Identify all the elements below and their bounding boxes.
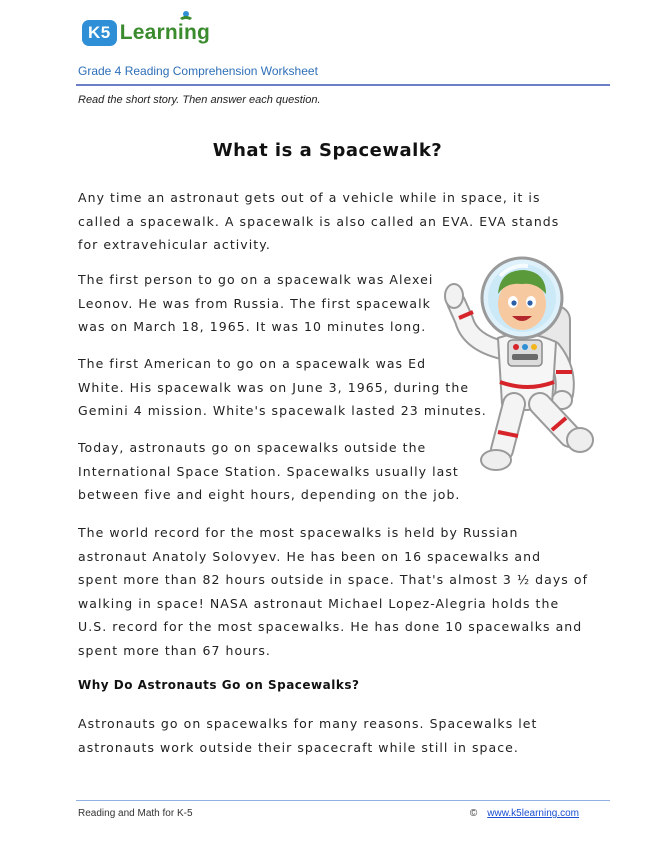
footer-copyright: [470, 808, 579, 819]
story-title: What is a Spacewalk?: [212, 140, 443, 161]
logo-text: Learning: [119, 21, 211, 44]
paragraph-2: The first person to go on a spacewalk was Alexei Leonov. He was from Russia. The first spacewalk was on March 18, 1965. It was 10 minutes long.: [78, 272, 434, 335]
paragraph-4: Today, astronauts go on spacewalks outside the International Space Station. Spacewalks usually last between five and eight hours, depending on the job.: [78, 440, 461, 503]
instructions: Read the short story. Then answer each question.: [78, 94, 321, 106]
header-divider: [76, 84, 610, 86]
section-heading: Why Do Astronauts Go on Spacewalks?: [78, 678, 360, 692]
astronaut-illustration: [440, 254, 596, 484]
footer-tagline: Reading and Math for K-5: [78, 808, 193, 819]
logo-figure-icon: [178, 10, 194, 26]
copyright-symbol: ©: [469, 808, 478, 819]
paragraph-5: The world record for the most spacewalks is held by Russian astronaut Anatoly Solovyev. He has been on 16 spacewalks and spent more than 82 hours outside in space. That's almost 3 ½ days of walking in space! NASA astronaut Michael Lopez-Alegria holds the U.S. record for the most spacewalks. He has done 10 spacewalks and spent more than 67 hours.: [78, 525, 589, 658]
worksheet-subtitle: Grade 4 Reading Comprehension Worksheet: [78, 64, 318, 78]
k5-learning-logo: [82, 16, 210, 50]
footer-divider: [76, 800, 610, 801]
paragraph-1: Any time an astronaut gets out of a vehicle while in space, it is called a spacewalk. A spacewalk is also called an EVA. EVA stands for extravehicular activity.: [78, 190, 560, 253]
paragraph-6: Astronauts go on spacewalks for many reasons. Spacewalks let astronauts work outside their spacecraft while still in space.: [78, 716, 538, 755]
k5learning-link[interactable]: www.k5learning.com: [487, 808, 579, 819]
paragraph-3: The first American to go on a spacewalk was Ed White. His spacewalk was on June 3, 1965, during the Gemini 4 mission. White's spacewalk lasted 23 minutes.: [78, 356, 487, 419]
logo-badge: K5: [82, 20, 117, 46]
